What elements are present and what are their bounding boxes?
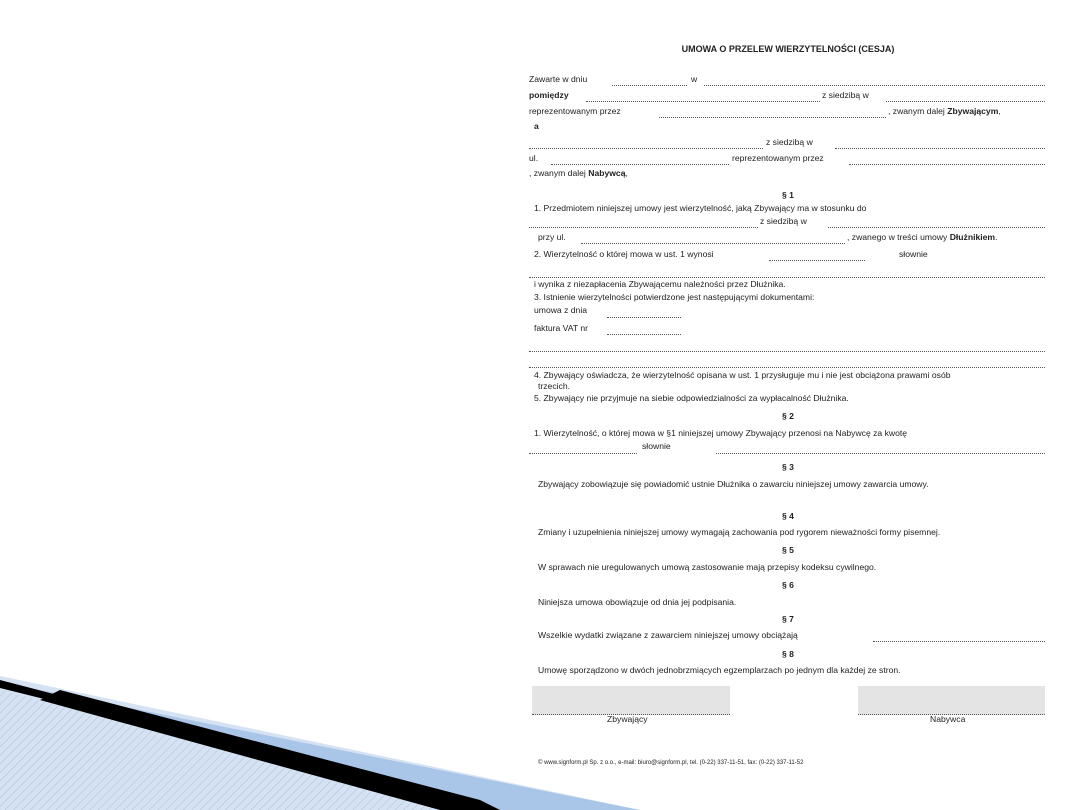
field-price[interactable] <box>529 453 637 454</box>
comma-1: , <box>998 106 1001 116</box>
label-a: a <box>534 121 539 131</box>
s3-text: Zbywający zobowiązuje się powiadomić ustnie Dłużnika o zawarciu niniejszej umowy zawarcia umowy. <box>538 479 929 489</box>
s1-p2: 2. Wierzytelność o której mowa w ust. 1 wynosi <box>534 249 714 259</box>
s1-p1: 1. Przedmiotem niniejszej umowy jest wierzytelność, jaką Zbywający ma w stosunku do <box>534 203 867 213</box>
label-dluznikiem: Dłużnikiem <box>949 232 996 242</box>
zwanym-nabywca-line <box>529 169 628 179</box>
field-place[interactable] <box>704 85 1045 86</box>
field-costs-party[interactable] <box>873 641 1045 642</box>
section-8-heading: § 8 <box>782 649 794 659</box>
signature-box-zbywajacy[interactable] <box>532 686 730 715</box>
s1-p5: 5. Zbywający nie przyjmuje na siebie odpowiedzialności za wypłacalność Dłużnika. <box>534 393 849 403</box>
section-1-heading: § 1 <box>782 190 794 200</box>
label-z-siedziba-2: z siedzibą w <box>766 137 813 147</box>
signature-box-nabywca[interactable] <box>858 686 1045 715</box>
comma-2: , <box>625 168 628 178</box>
label-zbywajacym: Zbywającym <box>947 106 999 116</box>
s1-przy-ul: przy ul. <box>538 232 566 242</box>
s1-slownie: słownie <box>899 249 928 259</box>
label-pomiedzy: pomiędzy <box>529 90 569 100</box>
field-zbywajacy-rep[interactable] <box>659 117 886 118</box>
label-zwanego: , zwanego w treści umowy <box>847 232 950 242</box>
s1-wynika: i wynika z niezapłacenia Zbywającemu należności przez Dłużnika. <box>534 279 786 289</box>
field-price-words[interactable] <box>716 453 1045 454</box>
s2-p1: 1. Wierzytelność, o której mowa w §1 niniejszej umowy Zbywający przenosi na Nabywcę za kwotę <box>534 428 908 438</box>
document-title: UMOWA O PRZELEW WIERZYTELNOŚCI (CESJA) <box>681 44 895 54</box>
s7-text: Wszelkie wydatki związane z zawarciem niniejszej umowy obciążają <box>538 630 798 640</box>
footer-copyright: © www.signform.pl Sp. z o.o., e-mail: biuro@signform.pl, tel. (0-22) 337-11-51, fax: (0-22) 337-11-52 <box>538 760 804 766</box>
s8-text: Umowę sporządzono w dwóch jednobrzmiących egzemplarzach po jednym dla każdej ze stron. <box>538 665 901 675</box>
s6-text: Niniejsza umowa obowiązuje od dnia jej podpisania. <box>538 597 737 607</box>
s1-p3: 3. Istnienie wierzytelności potwierdzone jest następującymi dokumentami: <box>534 292 815 302</box>
field-date[interactable] <box>612 85 687 86</box>
s4-text: Zmiany i uzupełnienia niniejszej umowy wymagają zachowania pod rygorem nieważności formy pisemnej. <box>538 527 941 537</box>
label-zwanym-dalej-2: , zwanym dalej <box>529 168 589 178</box>
section-7-heading: § 7 <box>782 614 794 624</box>
field-nabywca-seat[interactable] <box>835 148 1045 149</box>
field-nabywca-rep[interactable] <box>849 164 1045 165</box>
label-reprezentowanym-1: reprezentowanym przez <box>529 106 621 116</box>
field-faktura-nr[interactable] <box>607 334 681 335</box>
s2-slownie: słownie <box>642 441 671 451</box>
field-dluznik-street[interactable] <box>581 243 845 244</box>
label-zwanym-dalej-1: , zwanym dalej <box>888 106 948 116</box>
s1-z-siedziba: z siedzibą w <box>760 216 807 226</box>
field-amount[interactable] <box>769 260 865 261</box>
dot-1: . <box>995 232 998 242</box>
section-5-heading: § 5 <box>782 545 794 555</box>
label-z-siedziba-1: z siedzibą w <box>822 90 869 100</box>
s1-umowa-z-dnia: umowa z dnia <box>534 305 588 315</box>
section-4-heading: § 4 <box>782 511 794 521</box>
field-docs-2[interactable] <box>529 367 1045 368</box>
field-umowa-date[interactable] <box>607 317 681 318</box>
label-ul: ul. <box>529 153 539 163</box>
label-reprezentowanym-2: reprezentowanym przez <box>732 153 824 163</box>
label-zawarte: Zawarte w dniu <box>529 74 588 84</box>
field-zbywajacy-seat[interactable] <box>886 101 1045 102</box>
field-amount-words[interactable] <box>529 277 1045 278</box>
label-nabywca: Nabywcą <box>588 168 626 178</box>
section-2-heading: § 2 <box>782 411 794 421</box>
s1-faktura: faktura VAT nr <box>534 323 588 333</box>
field-zbywajacy-name[interactable] <box>586 101 820 102</box>
field-dluznik-seat[interactable] <box>828 227 1045 228</box>
signature-label-nabywca: Nabywca <box>930 714 966 724</box>
dluznik-line <box>847 233 997 243</box>
section-6-heading: § 6 <box>782 580 794 590</box>
field-dluznik-name[interactable] <box>529 227 758 228</box>
s1-p4b: trzecich. <box>538 381 570 391</box>
field-docs-1[interactable] <box>529 351 1045 352</box>
s1-p4a: 4. Zbywający oświadcza, że wierzytelność opisana w ust. 1 przysługuje mu i nie jest obciążona prawami osób <box>534 370 951 380</box>
section-3-heading: § 3 <box>782 462 794 472</box>
field-nabywca-name[interactable] <box>529 148 763 149</box>
label-w: w <box>691 74 698 84</box>
zwanym-zbywajacym-line <box>888 107 1001 117</box>
signature-label-zbywajacy: Zbywający <box>607 714 648 724</box>
field-nabywca-street[interactable] <box>551 164 729 165</box>
s5-text: W sprawach nie uregulowanych umową zastosowanie mają przepisy kodeksu cywilnego. <box>538 562 877 572</box>
